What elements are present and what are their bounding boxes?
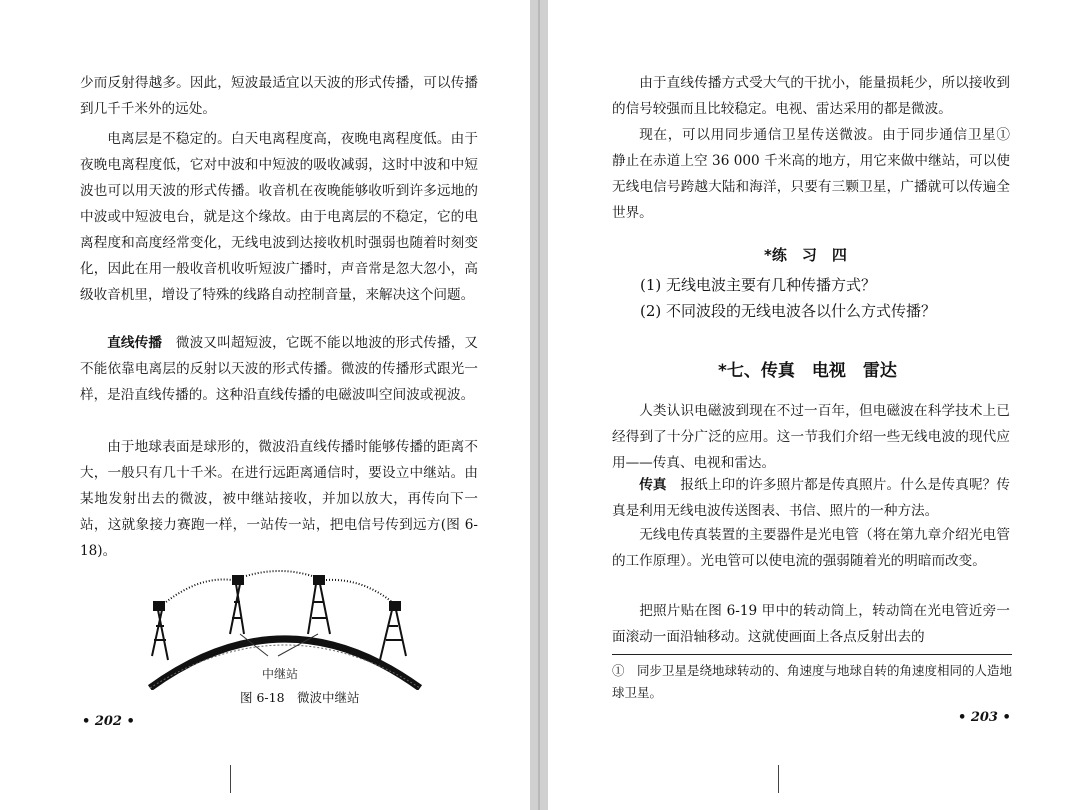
exercise-question-2: (2) 不同波段的无线电波各以什么方式传播？	[640, 302, 937, 320]
book-gutter	[530, 0, 548, 810]
section-paragraph-2	[612, 472, 1010, 524]
figure-caption-6-18: 图 6-18 微波中继站	[240, 690, 360, 705]
section-paragraph-3: 无线电传真装置的主要器件是光电管（将在第九章介绍光电管的工作原理）。光电管可以使电流的强弱随着光的明暗而改变。	[612, 527, 1010, 569]
section-title: *七、传真 电视 雷达	[718, 361, 897, 381]
relay-tower-1	[152, 602, 168, 660]
page-number-left: • 202 •	[82, 714, 135, 729]
figure-microwave-relay	[140, 560, 430, 690]
relay-tower-3	[308, 576, 330, 634]
left-paragraph-3	[80, 330, 478, 408]
page-number-right: • 203 •	[958, 710, 1011, 725]
right-paragraph-2: 现在，可以用同步通信卫星传送微波。由于同步通信卫星① 静止在赤道上空 36 000 千米高的地方，用它来做中继站，可以使无线电信号跨越大陆和海洋，只要有三颗卫星，广播就可以传遍全世界。	[612, 127, 1010, 221]
left-paragraph-4: 由于地球表面是球形的，微波沿直线传播时能够传播的距离不大，一般只有几十千米。在进行远距离通信时，要设立中继站。由某地发射出去的微波，被中继站接收，并加以放大，再传向下一站，这就象接力赛跑一样，一站传一站，把电信号传到远方(图 6-18)。	[80, 439, 478, 559]
relay-tower-2	[230, 576, 244, 634]
microwave-beams	[166, 571, 392, 602]
term-fax: 传真	[639, 477, 667, 493]
section-paragraph-1: 人类认识电磁波到现在不过一百年，但电磁波在科学技术上已经得到了十分广泛的应用。这一节我们介绍一些无线电波的现代应用——传真、电视和雷达。	[612, 403, 1010, 471]
relay-tower-4	[380, 602, 406, 660]
section-paragraph-2-text: 报纸上印的许多照片都是传真照片。什么是传真呢？传真是利用无线电波传送图表、书信、照片的一种方法。	[612, 477, 1011, 519]
exercise-question-1: (1) 无线电波主要有几种传播方式？	[640, 276, 877, 294]
exercise-title: *练 习 四	[764, 246, 847, 264]
binding-mark	[230, 765, 231, 793]
left-paragraph-2: 电离层是不稳定的。白天电离程度高，夜晚电离程度低。由于夜晚电离程度低，它对中波和中短波的吸收减弱，这时中波和中短波也可以用天波的形式传播。收音机在夜晚能够收听到许多远地的中波或中短波电台，就是这个缘故。由于电离层的不稳定，它的电离程度和高度经常变化，无线电波到达接收机时强弱也随着时刻变化，因此在用一般收音机收听短波广播时，声音常是忽大忽小，高级收音机里，增设了特殊的线路自动控制音量，来解决这个问题。	[80, 131, 478, 303]
term-straight-line-propagation: 直线传播	[107, 335, 163, 351]
footnote: ① 同步卫星是绕地球转动的、角速度与地球自转的角速度相同的人造地球卫星。	[612, 663, 1013, 700]
right-paragraph-1: 由于直线传播方式受大气的干扰小，能量损耗少，所以接收到的信号较强而且比较稳定。电视、雷达采用的都是微波。	[612, 75, 1010, 117]
left-paragraph-3-text: 微波又叫超短波，它既不能以地波的形式传播，又不能依靠电离层的反射以天波的形式传播。微波的传播形式跟光一样，是沿直线传播的。这种沿直线传播的电磁波叫空间波或视波。	[80, 335, 479, 403]
relay-station-label: 中继站	[262, 667, 299, 681]
footnote-divider	[612, 654, 1012, 655]
left-paragraph-1: 少而反射得越多。因此，短波最适宜以天波的形式传播，可以传播到几千千米外的远处。	[80, 75, 478, 117]
binding-mark-right	[778, 765, 779, 793]
section-paragraph-4: 把照片贴在图 6-19 甲中的转动筒上，转动筒在光电管近旁一面滚动一面沿轴移动。这就使画面上各点反射出去的	[612, 603, 1010, 645]
